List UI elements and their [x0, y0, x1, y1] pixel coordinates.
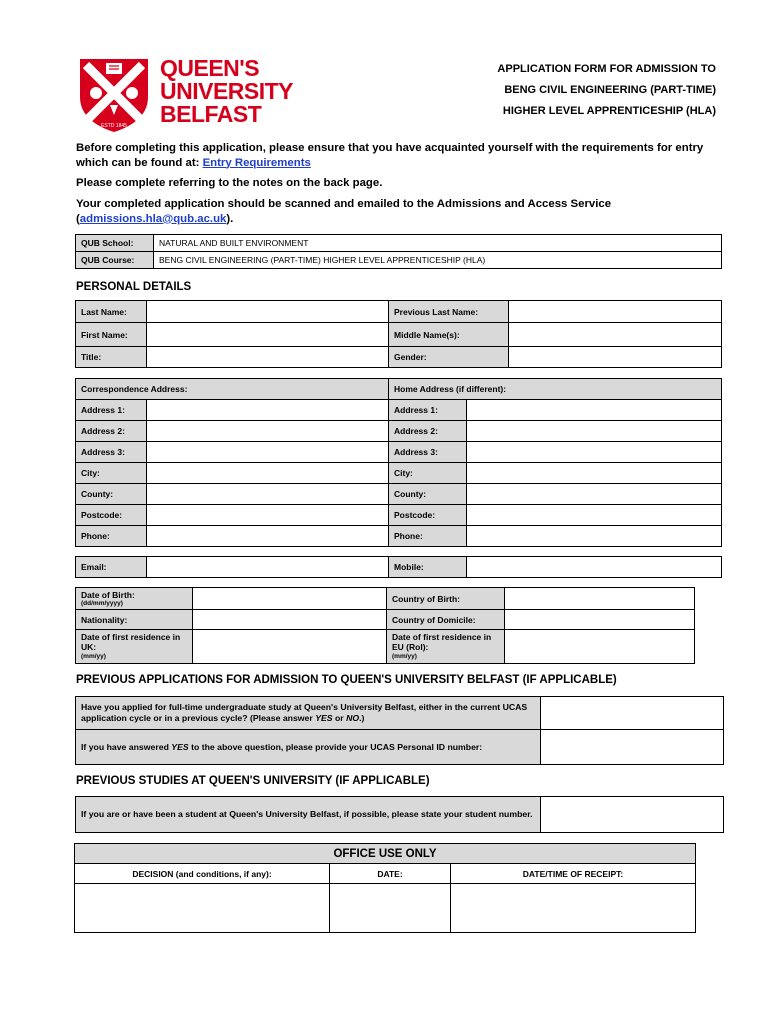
home-address-3-field[interactable] — [467, 442, 722, 463]
personal-details-heading: PERSONAL DETAILS — [76, 281, 192, 293]
home-county-label: County: — [389, 484, 467, 505]
previous-last-name-label: Previous Last Name: — [389, 301, 509, 323]
email-field[interactable] — [147, 557, 389, 578]
corr-county-label: County: — [76, 484, 147, 505]
first-name-field[interactable] — [147, 323, 389, 347]
corr-address-3-label: Address 3: — [76, 442, 147, 463]
corr-postcode-field[interactable] — [147, 505, 389, 526]
previous-application-answer[interactable] — [541, 697, 724, 730]
school-value: NATURAL AND BUILT ENVIRONMENT — [154, 235, 722, 252]
country-of-birth-label: Country of Birth: — [387, 588, 505, 610]
logo-line-3: BELFAST — [160, 101, 262, 127]
previous-last-name-field[interactable] — [509, 301, 722, 323]
office-use-table — [74, 843, 696, 933]
gender-field[interactable] — [509, 347, 722, 368]
home-phone-field[interactable] — [467, 526, 722, 547]
dob-label: Date of Birth: (dd/mm/yyyy) — [76, 588, 193, 610]
office-use-heading: OFFICE USE ONLY — [75, 844, 696, 864]
address-table — [75, 378, 722, 547]
course-label: QUB Course: — [76, 252, 154, 269]
last-name-label: Last Name: — [76, 301, 147, 323]
crest-text: ESTD 1845 — [101, 123, 127, 129]
corr-city-field[interactable] — [147, 463, 389, 484]
ucas-id-field[interactable] — [541, 730, 724, 765]
receipt-field[interactable] — [451, 884, 696, 933]
middle-names-label: Middle Name(s): — [389, 323, 509, 347]
corr-address-2-field[interactable] — [147, 421, 389, 442]
intro-paragraph-1: Before completing this application, please ensure that you have acquainted yourself with the requirements for entry which can be found at: Entry Requirements — [76, 142, 704, 169]
date-label: DATE: — [330, 864, 451, 884]
university-logo — [78, 57, 303, 133]
header-line-3: HIGHER LEVEL APPRENTICESHIP (HLA) — [502, 105, 716, 117]
student-number-field[interactable] — [541, 797, 724, 833]
intro-paragraph-3: Your completed application should be scanned and emailed to the Admissions and Access Service (admissions.hla@qub.ac.uk). — [76, 198, 612, 225]
school-label: QUB School: — [76, 235, 154, 252]
personal-details-table — [75, 300, 722, 368]
home-address-2-label: Address 2: — [389, 421, 467, 442]
corr-city-label: City: — [76, 463, 147, 484]
previous-studies-table — [75, 796, 724, 833]
receipt-label: DATE/TIME OF RECEIPT: — [451, 864, 696, 884]
home-county-field[interactable] — [467, 484, 722, 505]
gender-label: Gender: — [389, 347, 509, 368]
crest-icon — [78, 57, 150, 133]
date-field[interactable] — [330, 884, 451, 933]
home-address-heading: Home Address (if different): — [389, 379, 722, 400]
ucas-id-question: If you have answered YES to the above question, please provide your UCAS Personal ID number: — [76, 730, 541, 765]
admissions-email-link[interactable]: admissions.hla@qub.ac.uk — [79, 212, 227, 225]
first-residence-uk-field[interactable] — [193, 630, 387, 664]
first-residence-eu-label: Date of first residence in EU (RoI): (mm/yy) — [387, 630, 505, 664]
nationality-label: Nationality: — [76, 610, 193, 630]
header-line-2: BENG CIVIL ENGINEERING (PART-TIME) — [504, 84, 716, 96]
country-of-birth-field[interactable] — [505, 588, 695, 610]
corr-county-field[interactable] — [147, 484, 389, 505]
correspondence-address-heading: Correspondence Address: — [76, 379, 389, 400]
nationality-field[interactable] — [193, 610, 387, 630]
home-address-2-field[interactable] — [467, 421, 722, 442]
first-name-label: First Name: — [76, 323, 147, 347]
home-address-1-field[interactable] — [467, 400, 722, 421]
corr-address-1-label: Address 1: — [76, 400, 147, 421]
corr-phone-label: Phone: — [76, 526, 147, 547]
home-postcode-field[interactable] — [467, 505, 722, 526]
logo-line-1: QUEEN'S — [160, 55, 260, 81]
contact-table — [75, 556, 722, 578]
home-phone-label: Phone: — [389, 526, 467, 547]
last-name-field[interactable] — [147, 301, 389, 323]
previous-application-question: Have you applied for full-time undergraduate study at Queen's University Belfast, either in the current UCAS application cycle or in a previous cycle? (Please answer YES or NO.) — [76, 697, 541, 730]
entry-requirements-link[interactable]: Entry Requirements — [202, 156, 311, 169]
previous-applications-heading: PREVIOUS APPLICATIONS FOR ADMISSION TO QUEEN'S UNIVERSITY BELFAST (IF APPLICABLE) — [76, 674, 617, 686]
corr-postcode-label: Postcode: — [76, 505, 147, 526]
previous-applications-table — [75, 696, 724, 765]
course-table — [75, 234, 722, 269]
logo-line-2: UNIVERSITY — [160, 78, 294, 104]
corr-address-2-label: Address 2: — [76, 421, 147, 442]
mobile-label: Mobile: — [389, 557, 467, 578]
first-residence-eu-field[interactable] — [505, 630, 695, 664]
dob-field[interactable] — [193, 588, 387, 610]
corr-phone-field[interactable] — [147, 526, 389, 547]
first-residence-uk-label: Date of first residence in UK: (mm/yy) — [76, 630, 193, 664]
course-value: BENG CIVIL ENGINEERING (PART-TIME) HIGHER LEVEL APPRENTICESHIP (HLA) — [154, 252, 722, 269]
student-number-question: If you are or have been a student at Queen's University Belfast, if possible, please state your student number. — [76, 797, 541, 833]
title-field[interactable] — [147, 347, 389, 368]
corr-address-1-field[interactable] — [147, 400, 389, 421]
previous-studies-heading: PREVIOUS STUDIES AT QUEEN'S UNIVERSITY (IF APPLICABLE) — [76, 775, 430, 787]
intro-paragraph-2: Please complete referring to the notes on the back page. — [76, 177, 383, 189]
decision-label: DECISION (and conditions, if any): — [75, 864, 330, 884]
country-of-domicile-label: Country of Domicile: — [387, 610, 505, 630]
home-city-field[interactable] — [467, 463, 722, 484]
mobile-field[interactable] — [467, 557, 722, 578]
home-address-1-label: Address 1: — [389, 400, 467, 421]
middle-names-field[interactable] — [509, 323, 722, 347]
country-of-domicile-field[interactable] — [505, 610, 695, 630]
header-line-1: APPLICATION FORM FOR ADMISSION TO — [497, 63, 716, 75]
home-postcode-label: Postcode: — [389, 505, 467, 526]
title-label: Title: — [76, 347, 147, 368]
home-address-3-label: Address 3: — [389, 442, 467, 463]
birth-nationality-table — [75, 587, 695, 664]
decision-field[interactable] — [75, 884, 330, 933]
home-city-label: City: — [389, 463, 467, 484]
corr-address-3-field[interactable] — [147, 442, 389, 463]
email-label: Email: — [76, 557, 147, 578]
